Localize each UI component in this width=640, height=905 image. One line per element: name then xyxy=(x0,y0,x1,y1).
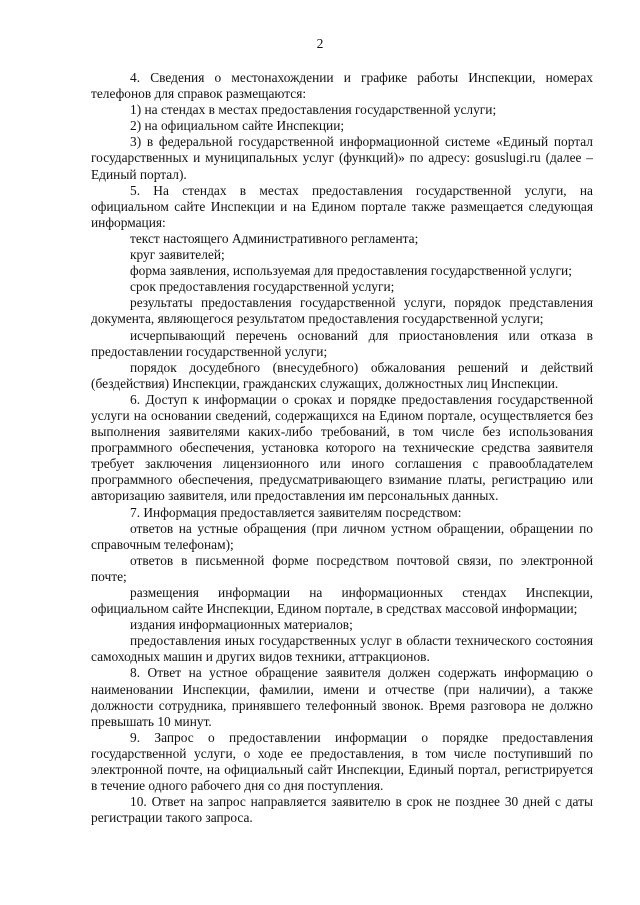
info-item: исчерпывающий перечень оснований для приостановления или отказа в предоставлении государственной услуги; xyxy=(91,327,593,359)
paragraph-6: 6. Доступ к информации о сроках и порядке предоставления государственной услуги на основании сведений, содержащихся на Едином портале, осуществляется без выполнения заявителями каких-либо требований, в том числе без использования программного обеспечения, установка которого на технические средства заявителя требует заключения лицензионного или иного соглашения с правообладателем программного обеспечения, предусматривающего взимание платы, регистрацию или авторизацию заявителя, или предоставления им персональных данных. xyxy=(91,391,593,504)
info-item: круг заявителей; xyxy=(130,247,225,263)
channel-item: размещения информации на информационных стендах Инспекции, официальном сайте Инспекции, Едином портале, в средствах массовой информации; xyxy=(91,585,593,617)
info-item: текст настоящего Административного регламента; xyxy=(130,230,419,246)
paragraph-8: 8. Ответ на устное обращение заявителя должен содержать информацию о наименовании Инспекции, фамилии, имени и отчестве (при наличии), а также должности сотрудника, принявшего телефонный звонок. Время разговора не должно превышать 10 минут. xyxy=(91,665,593,729)
paragraph-4: 4. Сведения о местонахождении и графике работы Инспекции, номерах телефонов для справок размещаются: xyxy=(91,70,593,102)
paragraph-10: 10. Ответ на запрос направляется заявителю в срок не позднее 30 дней с даты регистрации такого запроса. xyxy=(91,794,593,826)
channel-item: ответов на устные обращения (при личном устном обращении, обращении по справочным телефонам); xyxy=(91,520,593,552)
paragraph-7: 7. Информация предоставляется заявителям посредством: xyxy=(130,504,462,520)
list-item-3: 3) в федеральной государственной информационной системе «Единый портал государственных и муниципальных услуг (функций)» по адресу: gosuslugi.ru (далее – Единый портал). xyxy=(91,134,593,182)
paragraph-5: 5. На стендах в местах предоставления государственной услуги, на официальном сайте Инспекции и на Едином портале также размещается следующая информация: xyxy=(91,182,593,230)
info-item: результаты предоставления государственной услуги, порядок представления документа, являющегося результатом предоставления государственной услуги; xyxy=(91,295,593,327)
page-number: 2 xyxy=(316,36,324,51)
channel-item: издания информационных материалов; xyxy=(130,617,353,633)
paragraph-9: 9. Запрос о предоставлении информации о порядке предоставления государственной услуги, о ходе ее предоставления, в том числе поступивший по электронной почте, на официальный сайт Инспекции, Единый портал, регистрируется в течение одного рабочего дня со дня поступления. xyxy=(91,729,593,794)
info-item: порядок досудебного (внесудебного) обжалования решений и действий (бездействия) Инспекции, гражданских служащих, должностных лиц Инспекции. xyxy=(91,359,593,391)
list-item-2: 2) на официальном сайте Инспекции; xyxy=(130,118,345,134)
info-item: форма заявления, используемая для предоставления государственной услуги; xyxy=(130,263,572,279)
info-item: срок предоставления государственной услуги; xyxy=(130,279,395,295)
list-item-1: 1) на стендах в местах предоставления государственной услуги; xyxy=(130,102,497,118)
channel-item: ответов в письменной форме посредством почтовой связи, по электронной почте; xyxy=(91,552,593,584)
document-body xyxy=(91,70,593,826)
channel-item: предоставления иных государственных услуг в области технического состояния самоходных машин и других видов техники, аттракционов. xyxy=(91,633,593,665)
